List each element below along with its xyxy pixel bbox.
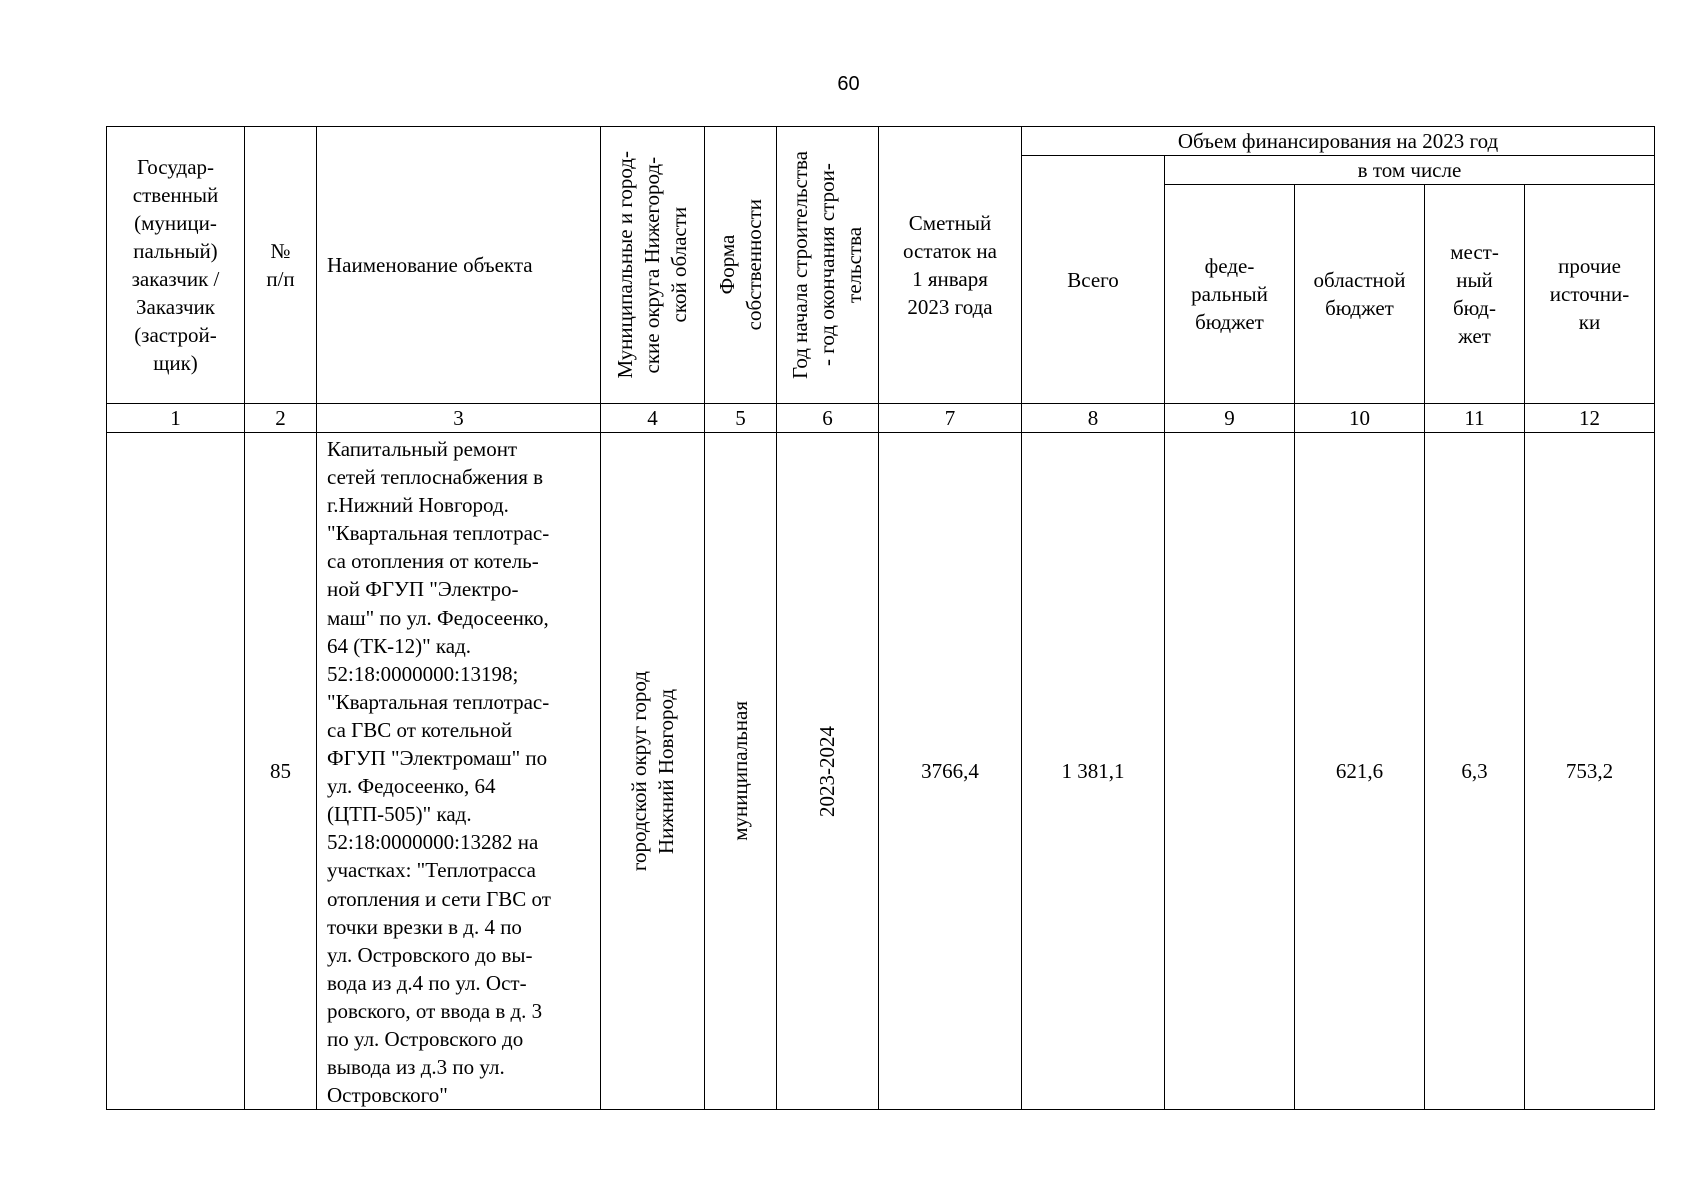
cell-municipality: городской округ город Нижний Новгород <box>601 433 705 1110</box>
header-regional: областной бюджет <box>1295 185 1425 404</box>
cell-estimate: 3766,4 <box>879 433 1022 1110</box>
cell-number: 85 <box>245 433 317 1110</box>
cell-years: 2023-2024 <box>777 433 879 1110</box>
cell-local: 6,3 <box>1425 433 1525 1110</box>
cell-customer <box>107 433 245 1110</box>
column-number: 1 <box>107 404 245 433</box>
header-object-name: Наименование объекта <box>317 127 601 404</box>
cell-total: 1 381,1 <box>1022 433 1165 1110</box>
column-number: 11 <box>1425 404 1525 433</box>
column-number: 5 <box>705 404 777 433</box>
column-number: 9 <box>1165 404 1295 433</box>
table-row <box>107 433 1655 1110</box>
column-number: 10 <box>1295 404 1425 433</box>
header-local: мест- ный бюд- жет <box>1425 185 1525 404</box>
header-total: Всего <box>1022 156 1165 404</box>
header-including: в том числе <box>1165 156 1655 185</box>
financing-table <box>106 126 1655 1110</box>
column-number: 12 <box>1525 404 1655 433</box>
header-number: № п/п <box>245 127 317 404</box>
header-ownership: Форма собственности <box>705 127 777 404</box>
column-number: 3 <box>317 404 601 433</box>
header-financing-group: Объем финансирования на 2023 год <box>1022 127 1655 156</box>
header-estimate: Сметный остаток на 1 января 2023 года <box>879 127 1022 404</box>
header-customer: Государ- ственный (муници- пальный) заказчик / Заказчик (застрой- щик) <box>107 127 245 404</box>
column-number: 8 <box>1022 404 1165 433</box>
column-number-row <box>107 404 1655 433</box>
cell-object-name: Капитальный ремонт сетей теплоснабжения в г.Нижний Новгород. "Квартальная теплотрас- са отопления от котель- ной ФГУП "Электро- маш" по ул. Федосеенко, 64 (ТК-12)" кад. 52:18:0000000:13198; "Квартальная теплотрас- са ГВС от котельной ФГУП "Электромаш" по ул. Федосеенко, 64 (ЦТП-505)" кад. 52:18:0000000:13282 на участках: "Теплотрасса отопления и сети ГВС от точки врезки в д. 4 по ул. Островского до вы- вода из д.4 по ул. Ост- ровского, от ввода в д. 3 по ул. Островского до вывода из д.3 по ул. Островского" <box>317 433 601 1110</box>
page-number: 60 <box>837 73 860 95</box>
column-number: 6 <box>777 404 879 433</box>
cell-regional: 621,6 <box>1295 433 1425 1110</box>
column-number: 7 <box>879 404 1022 433</box>
header-years: Год начала строительства - год окончания строи- тельства <box>777 127 879 404</box>
column-number: 2 <box>245 404 317 433</box>
header-row-1 <box>107 127 1655 156</box>
cell-ownership: муниципальная <box>705 433 777 1110</box>
header-other: прочие источни- ки <box>1525 185 1655 404</box>
header-federal: феде- ральный бюджет <box>1165 185 1295 404</box>
header-municipality: Муниципальные и город- ские округа Нижегород- ской области <box>601 127 705 404</box>
cell-federal <box>1165 433 1295 1110</box>
column-number: 4 <box>601 404 705 433</box>
cell-other: 753,2 <box>1525 433 1655 1110</box>
